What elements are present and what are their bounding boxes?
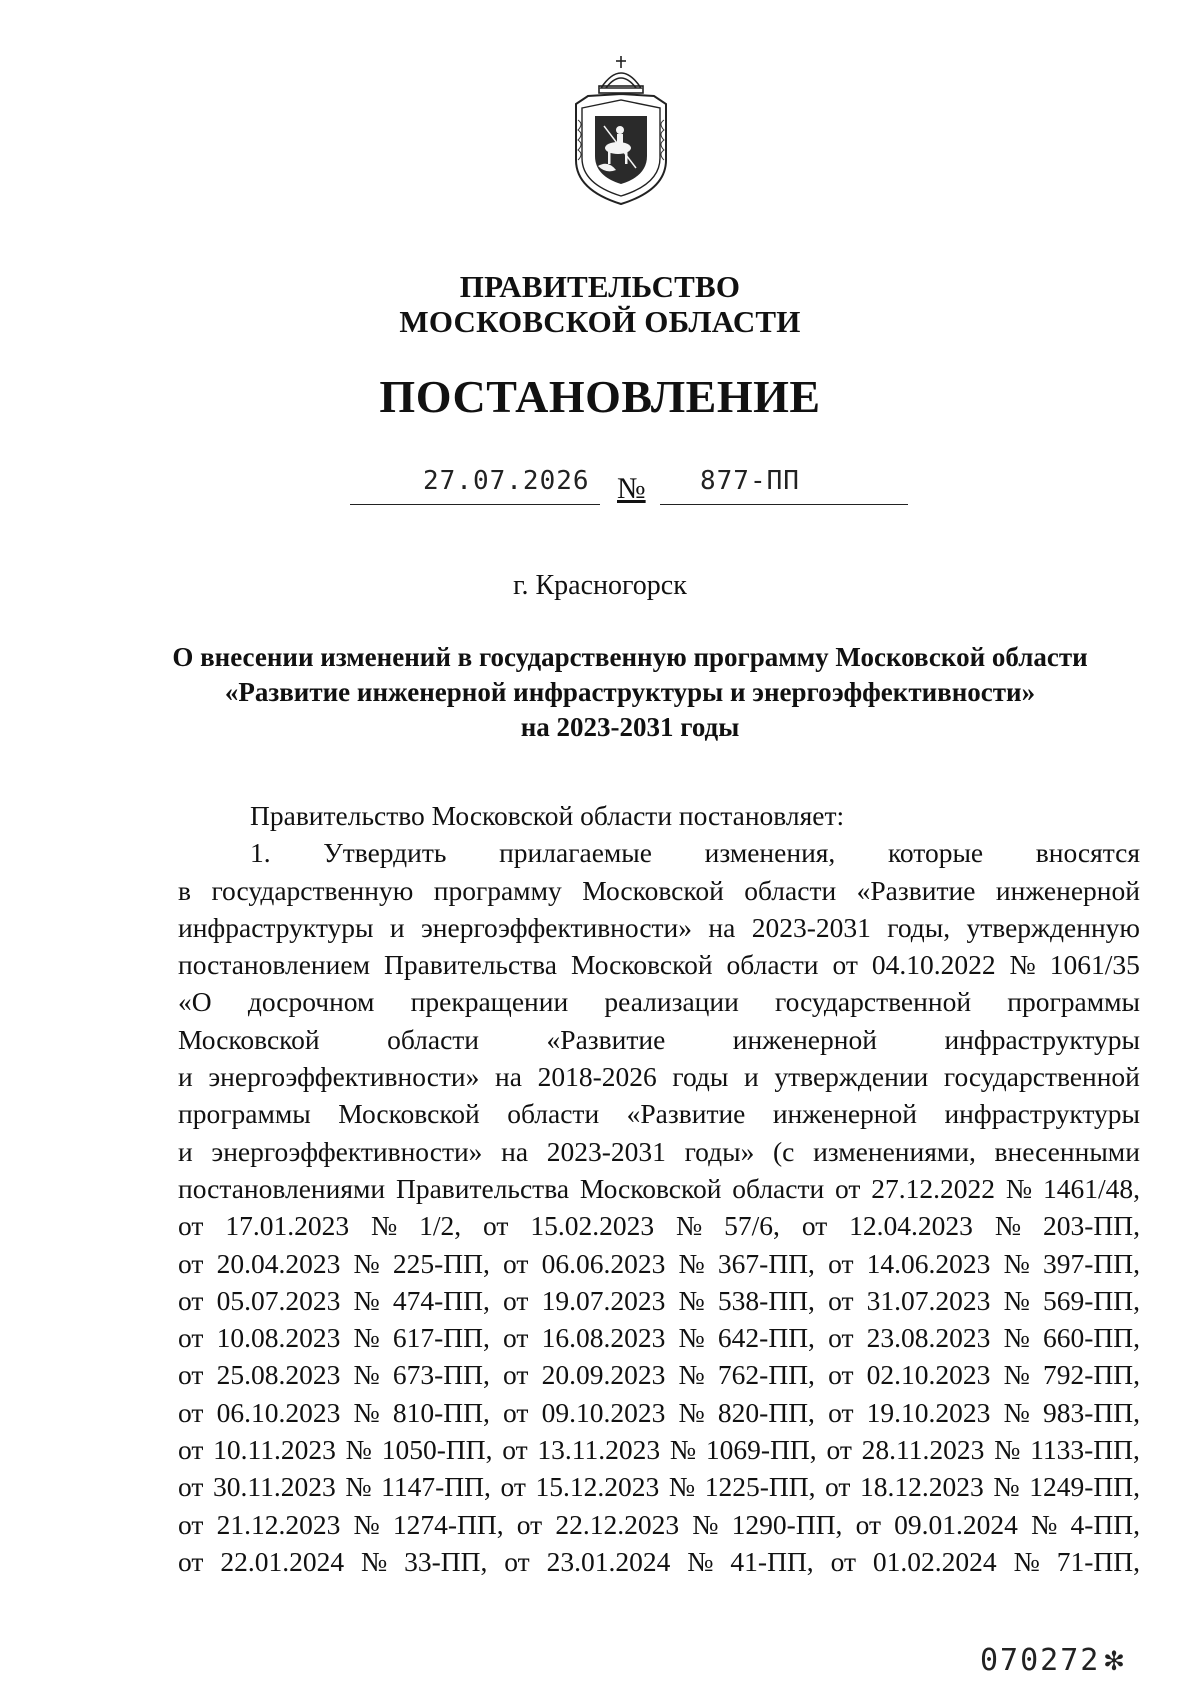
body-word: от	[483, 1210, 509, 1242]
body-word: №	[353, 1508, 380, 1540]
body-word: №	[1003, 1322, 1030, 1354]
body-word: от	[828, 1396, 854, 1428]
body-word: от	[178, 1545, 204, 1577]
body-word: 41-ПП,	[730, 1545, 814, 1577]
body-word: от	[503, 1396, 529, 1428]
body-word: прилагаемые	[499, 837, 652, 869]
body-line	[178, 834, 1140, 871]
body-word: 12.04.2023	[849, 1210, 973, 1242]
body-word: 30.11.2023	[213, 1471, 336, 1503]
body-word: 1249-ПП,	[1029, 1471, 1140, 1503]
body-word: программы	[1007, 986, 1140, 1018]
body-line	[178, 1133, 1140, 1170]
title-line-2: «Развитие инженерной инфраструктуры и энергоэффективности»	[224, 677, 1036, 707]
body-word: №	[1003, 1247, 1030, 1279]
body-word: 01.02.2024	[872, 1545, 997, 1577]
body-word: №	[353, 1247, 380, 1279]
body-word: 21.12.2023	[216, 1508, 341, 1540]
body-word: №	[993, 1471, 1020, 1503]
organization-name-line2: МОСКОВСКОЙ ОБЛАСТИ	[399, 304, 801, 339]
body-word: 660-ПП,	[1042, 1322, 1140, 1354]
body-word: 474-ПП,	[392, 1284, 490, 1316]
body-word: 20.09.2023	[541, 1359, 666, 1391]
body-word: внесенными	[994, 1135, 1140, 1167]
body-line-words	[178, 1245, 1140, 1282]
body-word: прекращении	[410, 986, 569, 1018]
body-word: от	[178, 1396, 204, 1428]
body-word: №	[687, 1545, 714, 1577]
body-word: 1.	[250, 837, 271, 869]
body-line	[178, 1095, 1140, 1132]
body-paragraph	[178, 834, 1140, 1580]
body-word: и	[744, 1061, 759, 1093]
body-word: программу	[433, 874, 562, 906]
body-word: 16.08.2023	[541, 1322, 666, 1354]
body-intro: Правительство Московской области постановляет:	[250, 800, 845, 831]
stamp-number: 070272	[980, 1643, 1101, 1678]
body-line-words	[178, 946, 1140, 983]
body-word: №	[353, 1284, 380, 1316]
body-word: области	[744, 874, 837, 906]
body-line	[178, 1431, 1140, 1468]
body-word: от	[828, 1284, 854, 1316]
body-word: от	[178, 1284, 204, 1316]
body-word: области	[726, 949, 819, 981]
body-word: от	[178, 1210, 204, 1242]
body-line-words	[178, 1506, 1140, 1543]
body-word: утверждении	[774, 1061, 929, 1093]
body-word: №	[1009, 949, 1036, 981]
body-word: №	[1003, 1396, 1030, 1428]
body-word: от	[801, 1210, 828, 1242]
body-word: №	[1013, 1545, 1040, 1577]
body-word: в	[178, 874, 191, 906]
body-word: от	[178, 1434, 204, 1466]
body-word: №	[994, 1210, 1022, 1242]
body-word: 203-ПП,	[1042, 1210, 1140, 1242]
body-word: годы,	[887, 911, 951, 943]
body-word: №	[370, 1210, 398, 1242]
body-word: 367-ПП,	[717, 1247, 815, 1279]
body-word: годы	[672, 1061, 729, 1093]
body-word: 397-ПП,	[1042, 1247, 1140, 1279]
body-word: от	[828, 1359, 854, 1391]
body-word: (с	[773, 1135, 795, 1167]
body-word: 983-ПП,	[1042, 1396, 1140, 1428]
body-word: досрочном	[247, 986, 375, 1018]
body-line	[178, 1058, 1140, 1095]
body-word: Московской	[178, 1023, 320, 1055]
body-word: 810-ПП,	[392, 1396, 490, 1428]
body-word: от	[178, 1322, 204, 1354]
body-word: и	[178, 1135, 193, 1167]
body-word: 1061/35	[1049, 949, 1140, 981]
body-word: инженерной	[732, 1023, 877, 1055]
body-word: 19.10.2023	[866, 1396, 991, 1428]
body-word: №	[668, 1471, 696, 1503]
asterisk-stamp-icon: ✻	[1104, 1640, 1126, 1678]
body-word: от	[178, 1359, 204, 1391]
body-line	[178, 1319, 1140, 1356]
body-word: постановлением	[178, 949, 370, 981]
body-line	[178, 983, 1140, 1020]
body-word: энергоэффективности»	[420, 911, 693, 943]
body-word: №	[678, 1247, 705, 1279]
body-word: №	[678, 1396, 705, 1428]
body-word: от	[502, 1434, 528, 1466]
body-word: «Развитие	[856, 874, 976, 906]
body-line	[178, 872, 1140, 909]
body-line-words	[178, 1170, 1140, 1207]
organization-name-line1: ПРАВИТЕЛЬСТВО	[459, 269, 741, 304]
body-word: Правительства	[383, 949, 558, 981]
city-name: г. Красногорск	[513, 570, 687, 601]
body-line-words	[178, 1021, 1140, 1058]
body-line-words	[178, 1394, 1140, 1431]
body-line	[178, 1543, 1140, 1580]
body-word: 820-ПП,	[717, 1396, 815, 1428]
body-word: на	[708, 911, 736, 943]
document-number: 877-ПП	[700, 466, 800, 496]
body-word: инженерной	[772, 1098, 917, 1130]
body-word: 1/2,	[419, 1210, 462, 1242]
body-word: от	[178, 1247, 204, 1279]
body-word: 04.10.2022	[871, 949, 996, 981]
body-word: от	[828, 1247, 854, 1279]
body-word: №	[669, 1434, 697, 1466]
body-word: 792-ПП,	[1042, 1359, 1140, 1391]
body-word: которые	[887, 837, 984, 869]
body-word: от	[178, 1508, 204, 1540]
body-word: от	[503, 1247, 529, 1279]
body-word: 15.12.2023	[535, 1471, 660, 1503]
page-stamp	[980, 1640, 1126, 1678]
body-word: 1290-ПП,	[731, 1508, 843, 1540]
body-word: от	[516, 1508, 543, 1540]
body-word: 1050-ПП,	[381, 1434, 493, 1466]
document-title	[150, 640, 1110, 745]
body-word: №	[676, 1210, 703, 1242]
body-word: от	[503, 1284, 529, 1316]
body-word: 14.06.2023	[866, 1247, 991, 1279]
body-word: №	[345, 1471, 372, 1503]
body-word: энергоэффективности»	[208, 1061, 480, 1093]
body-line-words	[178, 1133, 1140, 1170]
body-word: годы»	[684, 1135, 755, 1167]
body-word: 23.08.2023	[866, 1322, 991, 1354]
body-word: 23.01.2024	[546, 1545, 671, 1577]
body-word: 15.02.2023	[530, 1210, 655, 1242]
body-line-words	[178, 1543, 1140, 1580]
body-word: 06.06.2023	[541, 1247, 666, 1279]
body-word: 28.11.2023	[861, 1434, 985, 1466]
body-word: 2023-2031	[546, 1135, 666, 1167]
body-word: 27.12.2022	[871, 1172, 996, 1204]
body-word: №	[1003, 1284, 1030, 1316]
body-word: 673-ПП,	[392, 1359, 490, 1391]
body-word: 71-ПП,	[1056, 1545, 1140, 1577]
body-word: 22.01.2024	[220, 1545, 345, 1577]
body-word: и	[389, 911, 405, 943]
body-word: Московской	[570, 949, 713, 981]
body-word: «Развитие	[626, 1098, 746, 1130]
body-line	[178, 1394, 1140, 1431]
document-type-heading: ПОСТАНОВЛЕНИЕ	[379, 371, 821, 422]
body-word: 33-ПП,	[404, 1545, 488, 1577]
coat-of-arms-emblem	[568, 50, 674, 208]
body-word: 09.10.2023	[541, 1396, 666, 1428]
body-word: №	[353, 1359, 380, 1391]
body-word: 10.08.2023	[216, 1322, 341, 1354]
body-word: 18.12.2023	[860, 1471, 984, 1503]
body-word: 1147-ПП,	[381, 1471, 491, 1503]
body-line-words	[178, 1468, 1140, 1505]
body-word: Московской	[582, 874, 724, 906]
body-word: области	[387, 1023, 480, 1055]
body-word: №	[345, 1434, 372, 1466]
body-word: 19.07.2023	[541, 1284, 666, 1316]
body-word: вносятся	[1035, 837, 1140, 869]
body-word: 1133-ПП,	[1030, 1434, 1140, 1466]
body-line-words	[178, 1207, 1140, 1244]
body-word: №	[1031, 1508, 1058, 1540]
body-line-words	[178, 1356, 1140, 1393]
body-word: 1274-ПП,	[392, 1508, 504, 1540]
body-word: от	[835, 1172, 861, 1204]
body-word: 2018-2026	[537, 1061, 657, 1093]
body-word: утвержденную	[966, 911, 1140, 943]
body-line-words	[178, 1431, 1140, 1468]
body-word: от	[503, 1322, 529, 1354]
body-word: 4-ПП,	[1070, 1508, 1140, 1540]
body-word: 05.07.2023	[216, 1284, 341, 1316]
body-line	[178, 1170, 1140, 1207]
number-sign: №	[617, 472, 646, 505]
body-word: 762-ПП,	[717, 1359, 815, 1391]
body-word: Московской	[338, 1098, 480, 1130]
body-word: инфраструктуры	[178, 911, 374, 943]
body-word: 617-ПП,	[392, 1322, 490, 1354]
body-word: инженерной	[995, 874, 1140, 906]
body-line-words	[178, 1095, 1140, 1132]
document-body	[178, 797, 1140, 1580]
body-word: инфраструктуры	[944, 1023, 1140, 1055]
body-line-words	[178, 1282, 1140, 1319]
body-word: энергоэффективности»	[211, 1135, 483, 1167]
body-word: государственную	[211, 874, 414, 906]
title-line-1: О внесении изменений в государственную программу Московской области	[172, 642, 1088, 672]
body-word: «Развитие	[546, 1023, 666, 1055]
body-word: Правительства	[395, 1172, 570, 1204]
body-word: государственной	[775, 986, 972, 1018]
body-word: 1225-ПП,	[704, 1471, 816, 1503]
body-word: Утвердить	[323, 837, 447, 869]
body-word: №	[678, 1359, 705, 1391]
body-word: №	[353, 1322, 380, 1354]
body-word: 538-ПП,	[717, 1284, 815, 1316]
body-word: №	[1003, 1359, 1030, 1391]
body-line-words	[250, 834, 1140, 871]
body-word: от	[504, 1545, 530, 1577]
document-date: 27.07.2026	[423, 466, 590, 496]
body-word: изменения,	[704, 837, 836, 869]
body-word: 22.12.2023	[555, 1508, 680, 1540]
body-word: от	[826, 1434, 852, 1466]
body-word: 57/6,	[724, 1210, 780, 1242]
body-word: №	[678, 1284, 705, 1316]
body-word: 02.10.2023	[866, 1359, 991, 1391]
body-line	[178, 1506, 1140, 1543]
body-line	[178, 1282, 1140, 1319]
body-word: программы	[178, 1098, 311, 1130]
body-word: 642-ПП,	[717, 1322, 815, 1354]
body-word: 06.10.2023	[216, 1396, 341, 1428]
body-line	[178, 1356, 1140, 1393]
body-word: и	[178, 1061, 193, 1093]
body-word: 25.08.2023	[216, 1359, 341, 1391]
body-word: 31.07.2023	[866, 1284, 991, 1316]
body-word: 20.04.2023	[216, 1247, 341, 1279]
body-line	[178, 946, 1140, 983]
body-word: Московской	[579, 1172, 722, 1204]
body-word: №	[678, 1322, 705, 1354]
body-line	[178, 1021, 1140, 1058]
body-word: области	[732, 1172, 825, 1204]
body-word: №	[1005, 1172, 1033, 1204]
body-line-words	[178, 1319, 1140, 1356]
body-word: 17.01.2023	[225, 1210, 350, 1242]
body-word: от	[178, 1471, 204, 1503]
body-word: от	[830, 1545, 856, 1577]
body-word: 569-ПП,	[1042, 1284, 1140, 1316]
body-line	[178, 1245, 1140, 1282]
body-line-words	[178, 909, 1140, 946]
body-word: от	[832, 949, 858, 981]
body-word: №	[360, 1545, 388, 1577]
body-word: 2023-2031	[751, 911, 871, 943]
body-word: 1069-ПП,	[705, 1434, 817, 1466]
body-word: «О	[178, 986, 212, 1018]
body-word: от	[855, 1508, 881, 1540]
body-word: на	[495, 1061, 522, 1093]
body-line	[178, 1207, 1140, 1244]
body-word: 13.11.2023	[537, 1434, 661, 1466]
body-word: №	[692, 1508, 719, 1540]
body-line	[178, 1468, 1140, 1505]
title-line-3: на 2023-2031 годы	[520, 712, 740, 742]
body-word: изменениями,	[813, 1135, 976, 1167]
body-word: №	[994, 1434, 1021, 1466]
body-word: реализации	[604, 986, 739, 1018]
body-word: 10.11.2023	[213, 1434, 336, 1466]
body-line	[178, 909, 1140, 946]
body-word: области	[507, 1098, 600, 1130]
body-word: государственной	[943, 1061, 1140, 1093]
body-word: на	[501, 1135, 529, 1167]
body-word: 225-ПП,	[392, 1247, 490, 1279]
body-word: от	[825, 1471, 851, 1503]
body-word: постановлениями	[178, 1172, 386, 1204]
body-word: инфраструктуры	[944, 1098, 1140, 1130]
body-line-words	[178, 1058, 1140, 1095]
body-word: 1461/48,	[1042, 1172, 1140, 1204]
body-line-words	[178, 872, 1140, 909]
body-word: от	[500, 1471, 526, 1503]
body-word: от	[503, 1359, 529, 1391]
body-word: от	[828, 1322, 854, 1354]
body-word: №	[353, 1396, 380, 1428]
body-line-words	[178, 983, 1140, 1020]
body-word: 09.01.2024	[894, 1508, 1018, 1540]
